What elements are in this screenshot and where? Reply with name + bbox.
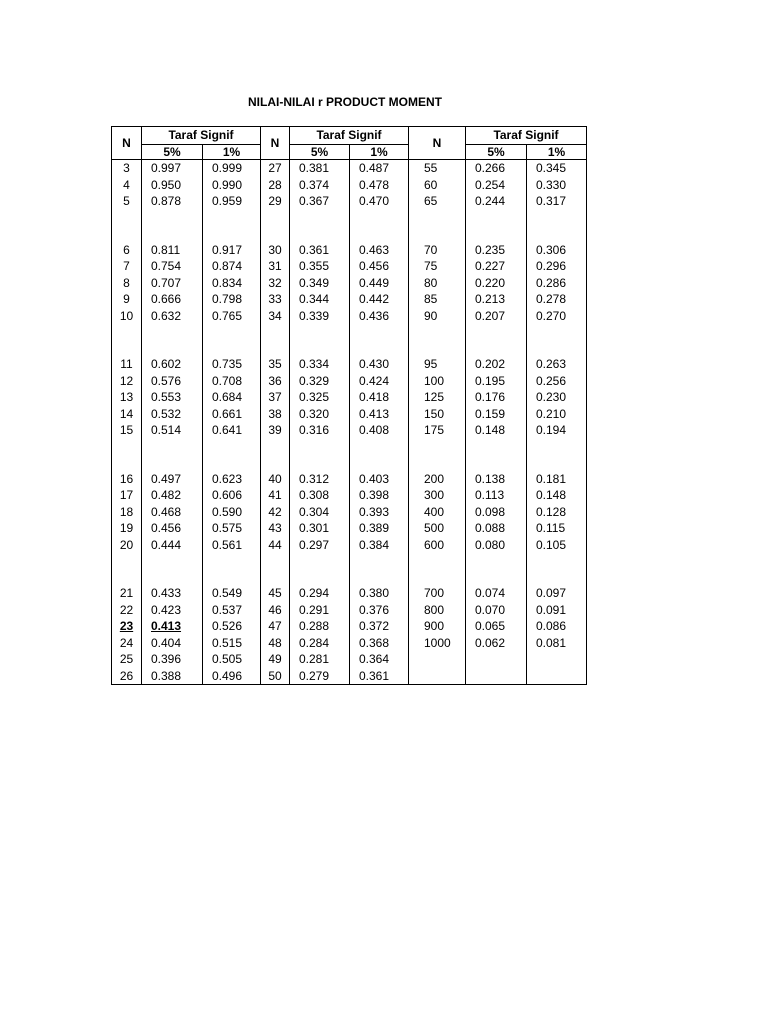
r-1-cell: 0.181 xyxy=(527,471,587,488)
group-spacer-row xyxy=(112,439,587,471)
r-5-cell: 0.207 xyxy=(466,308,527,325)
r-5-cell: 0.632 xyxy=(142,308,203,325)
r-1-cell: 0.463 xyxy=(350,242,409,259)
r-5-cell: 0.297 xyxy=(290,537,350,554)
r-5-cell: 0.312 xyxy=(290,471,350,488)
r-1-cell: 0.317 xyxy=(527,193,587,210)
r-1-cell: 0.456 xyxy=(350,258,409,275)
r-1-cell: 0.561 xyxy=(203,537,261,554)
r-5-cell: 0.148 xyxy=(466,422,527,439)
r-1-cell: 0.230 xyxy=(527,389,587,406)
table-row xyxy=(112,585,587,602)
r-1-cell: 0.372 xyxy=(350,618,409,635)
n-cell: 600 xyxy=(409,537,466,554)
spacer-cell xyxy=(203,439,261,471)
n-cell: 48 xyxy=(261,635,290,652)
r-5-cell: 0.361 xyxy=(290,242,350,259)
r-5-cell: 0.281 xyxy=(290,651,350,668)
header-row-bottom xyxy=(112,145,587,160)
n-cell: 22 xyxy=(112,602,142,619)
n-cell: 28 xyxy=(261,177,290,194)
r-5-cell: 0.138 xyxy=(466,471,527,488)
n-cell: 300 xyxy=(409,487,466,504)
r-5-cell: 0.320 xyxy=(290,406,350,423)
spacer-cell xyxy=(466,324,527,356)
r-5-cell: 0.088 xyxy=(466,520,527,537)
table-row xyxy=(112,177,587,194)
spacer-cell xyxy=(466,210,527,242)
r-1-cell: 0.091 xyxy=(527,602,587,619)
r-1-cell: 0.684 xyxy=(203,389,261,406)
r-1-cell: 0.549 xyxy=(203,585,261,602)
r-1-cell: 0.380 xyxy=(350,585,409,602)
r-5-cell: 0.344 xyxy=(290,291,350,308)
r-5-cell: 0.325 xyxy=(290,389,350,406)
r-5-cell: 0.113 xyxy=(466,487,527,504)
n-cell: 39 xyxy=(261,422,290,439)
r-5-cell: 0.811 xyxy=(142,242,203,259)
r-5-cell: 0.227 xyxy=(466,258,527,275)
spacer-cell xyxy=(527,439,587,471)
spacer-cell xyxy=(142,439,203,471)
r-1-cell: 0.418 xyxy=(350,389,409,406)
r-5-cell: 0.065 xyxy=(466,618,527,635)
n-cell: 9 xyxy=(112,291,142,308)
n-cell: 24 xyxy=(112,635,142,652)
r-5-cell: 0.423 xyxy=(142,602,203,619)
n-cell: 95 xyxy=(409,356,466,373)
n-cell: 43 xyxy=(261,520,290,537)
group-spacer-row xyxy=(112,324,587,356)
table-row xyxy=(112,160,587,177)
spacer-cell xyxy=(290,210,350,242)
n-cell: 12 xyxy=(112,373,142,390)
r-5-cell: 0.316 xyxy=(290,422,350,439)
n-cell: 60 xyxy=(409,177,466,194)
r-1-cell: 0.256 xyxy=(527,373,587,390)
r-5-cell: 0.070 xyxy=(466,602,527,619)
r-1-cell: 0.278 xyxy=(527,291,587,308)
r-1-cell: 0.526 xyxy=(203,618,261,635)
table-row xyxy=(112,373,587,390)
n-cell: 34 xyxy=(261,308,290,325)
n-cell: 25 xyxy=(112,651,142,668)
r-5-cell: 0.878 xyxy=(142,193,203,210)
r-5-cell: 0.062 xyxy=(466,635,527,652)
r-1-cell: 0.708 xyxy=(203,373,261,390)
table-row xyxy=(112,389,587,406)
spacer-cell xyxy=(350,210,409,242)
spacer-cell xyxy=(409,439,466,471)
r-5-cell: 0.707 xyxy=(142,275,203,292)
table-row xyxy=(112,651,587,668)
r-1-cell: 0.487 xyxy=(350,160,409,177)
r-1-cell: 0.403 xyxy=(350,471,409,488)
n-cell: 175 xyxy=(409,422,466,439)
header-1-percent: 1% xyxy=(350,145,409,160)
r-1-cell: 0.661 xyxy=(203,406,261,423)
r-1-cell: 0.330 xyxy=(527,177,587,194)
r-1-cell: 0.765 xyxy=(203,308,261,325)
r-5-cell: 0.220 xyxy=(466,275,527,292)
r-5-cell: 0.301 xyxy=(290,520,350,537)
table-row xyxy=(112,618,587,635)
r-5-cell: 0.339 xyxy=(290,308,350,325)
r-1-cell: 0.623 xyxy=(203,471,261,488)
r-5-cell: 0.195 xyxy=(466,373,527,390)
n-cell: 15 xyxy=(112,422,142,439)
n-cell: 14 xyxy=(112,406,142,423)
r-5-cell: 0.374 xyxy=(290,177,350,194)
spacer-cell xyxy=(142,553,203,585)
r-1-cell: 0.194 xyxy=(527,422,587,439)
r-1-cell: 0.263 xyxy=(527,356,587,373)
r-5-cell xyxy=(466,651,527,668)
r-1-cell: 0.449 xyxy=(350,275,409,292)
header-taraf-signif: Taraf Signif xyxy=(466,127,587,145)
r-5-cell: 0.396 xyxy=(142,651,203,668)
r-1-cell: 0.361 xyxy=(350,668,409,685)
r-5-cell: 0.404 xyxy=(142,635,203,652)
n-cell: 75 xyxy=(409,258,466,275)
r-5-cell: 0.444 xyxy=(142,537,203,554)
n-cell: 8 xyxy=(112,275,142,292)
r-5-cell: 0.334 xyxy=(290,356,350,373)
r-5-cell: 0.754 xyxy=(142,258,203,275)
r-5-cell: 0.213 xyxy=(466,291,527,308)
n-cell: 16 xyxy=(112,471,142,488)
r-5-cell: 0.468 xyxy=(142,504,203,521)
table-row xyxy=(112,668,587,685)
n-cell: 90 xyxy=(409,308,466,325)
n-cell: 19 xyxy=(112,520,142,537)
r-1-cell: 0.430 xyxy=(350,356,409,373)
spacer-cell xyxy=(261,324,290,356)
r-5-cell: 0.388 xyxy=(142,668,203,685)
r-1-cell: 0.959 xyxy=(203,193,261,210)
table-row xyxy=(112,487,587,504)
group-spacer-row xyxy=(112,210,587,242)
n-cell: 27 xyxy=(261,160,290,177)
r-5-cell: 0.159 xyxy=(466,406,527,423)
n-cell xyxy=(409,651,466,668)
spacer-cell xyxy=(203,210,261,242)
r-5-cell: 0.254 xyxy=(466,177,527,194)
r-1-cell: 0.296 xyxy=(527,258,587,275)
r-1-cell: 0.393 xyxy=(350,504,409,521)
r-5-cell: 0.176 xyxy=(466,389,527,406)
n-cell: 45 xyxy=(261,585,290,602)
spacer-cell xyxy=(261,210,290,242)
n-cell: 85 xyxy=(409,291,466,308)
r-1-cell: 0.515 xyxy=(203,635,261,652)
r-5-cell: 0.098 xyxy=(466,504,527,521)
n-cell: 46 xyxy=(261,602,290,619)
spacer-cell xyxy=(203,324,261,356)
n-cell: 700 xyxy=(409,585,466,602)
group-spacer-row xyxy=(112,553,587,585)
spacer-cell xyxy=(409,553,466,585)
table-row xyxy=(112,406,587,423)
n-cell: 40 xyxy=(261,471,290,488)
r-1-cell: 0.442 xyxy=(350,291,409,308)
spacer-cell xyxy=(350,439,409,471)
n-cell: 80 xyxy=(409,275,466,292)
r-1-cell: 0.398 xyxy=(350,487,409,504)
n-cell: 18 xyxy=(112,504,142,521)
n-cell: 21 xyxy=(112,585,142,602)
table-row xyxy=(112,193,587,210)
header-n: N xyxy=(261,127,290,160)
header-taraf-signif: Taraf Signif xyxy=(142,127,261,145)
header-taraf-signif: Taraf Signif xyxy=(290,127,409,145)
n-cell: 400 xyxy=(409,504,466,521)
r-5-cell: 0.950 xyxy=(142,177,203,194)
spacer-cell xyxy=(409,210,466,242)
r-1-cell: 0.798 xyxy=(203,291,261,308)
n-cell: 42 xyxy=(261,504,290,521)
spacer-cell xyxy=(409,324,466,356)
highlighted-n-cell: 23 xyxy=(112,618,142,635)
n-cell: 33 xyxy=(261,291,290,308)
table-row xyxy=(112,258,587,275)
r-1-cell: 0.834 xyxy=(203,275,261,292)
r-5-cell: 0.997 xyxy=(142,160,203,177)
n-cell xyxy=(409,668,466,685)
r-1-cell: 0.424 xyxy=(350,373,409,390)
r-5-cell: 0.514 xyxy=(142,422,203,439)
r-1-cell: 0.384 xyxy=(350,537,409,554)
n-cell: 26 xyxy=(112,668,142,685)
table-row xyxy=(112,537,587,554)
r-5-cell: 0.349 xyxy=(290,275,350,292)
n-cell: 37 xyxy=(261,389,290,406)
n-cell: 41 xyxy=(261,487,290,504)
r-1-cell: 0.478 xyxy=(350,177,409,194)
spacer-cell xyxy=(290,439,350,471)
n-cell: 1000 xyxy=(409,635,466,652)
spacer-cell xyxy=(290,324,350,356)
spacer-cell xyxy=(527,553,587,585)
r-1-cell: 0.590 xyxy=(203,504,261,521)
r-5-cell: 0.266 xyxy=(466,160,527,177)
n-cell: 36 xyxy=(261,373,290,390)
n-cell: 47 xyxy=(261,618,290,635)
n-cell: 31 xyxy=(261,258,290,275)
r-1-cell: 0.436 xyxy=(350,308,409,325)
r-5-cell xyxy=(466,668,527,685)
spacer-cell xyxy=(261,553,290,585)
n-cell: 100 xyxy=(409,373,466,390)
n-cell: 35 xyxy=(261,356,290,373)
spacer-cell xyxy=(527,210,587,242)
r-1-cell: 0.470 xyxy=(350,193,409,210)
n-cell: 800 xyxy=(409,602,466,619)
r-5-cell: 0.367 xyxy=(290,193,350,210)
header-5-percent: 5% xyxy=(290,145,350,160)
r-1-cell: 0.413 xyxy=(350,406,409,423)
n-cell: 3 xyxy=(112,160,142,177)
r-5-cell: 0.355 xyxy=(290,258,350,275)
n-cell: 6 xyxy=(112,242,142,259)
r-5-cell: 0.553 xyxy=(142,389,203,406)
highlighted-r-value: 0.413 xyxy=(142,618,203,635)
r-1-cell: 0.364 xyxy=(350,651,409,668)
n-cell: 32 xyxy=(261,275,290,292)
spacer-cell xyxy=(466,439,527,471)
n-cell: 44 xyxy=(261,537,290,554)
n-cell: 30 xyxy=(261,242,290,259)
r-5-cell: 0.381 xyxy=(290,160,350,177)
r-1-cell: 0.874 xyxy=(203,258,261,275)
spacer-cell xyxy=(203,553,261,585)
r-1-cell: 0.537 xyxy=(203,602,261,619)
n-cell: 49 xyxy=(261,651,290,668)
spacer-cell xyxy=(142,210,203,242)
r-1-cell: 0.990 xyxy=(203,177,261,194)
r-1-cell: 0.081 xyxy=(527,635,587,652)
n-cell: 13 xyxy=(112,389,142,406)
r-5-cell: 0.291 xyxy=(290,602,350,619)
n-cell: 200 xyxy=(409,471,466,488)
header-1-percent: 1% xyxy=(527,145,587,160)
spacer-cell xyxy=(112,324,142,356)
header-n: N xyxy=(409,127,466,160)
r-5-cell: 0.433 xyxy=(142,585,203,602)
r-product-moment-table xyxy=(111,126,587,685)
r-1-cell: 0.606 xyxy=(203,487,261,504)
n-cell: 11 xyxy=(112,356,142,373)
spacer-cell xyxy=(290,553,350,585)
spacer-cell xyxy=(142,324,203,356)
r-1-cell: 0.210 xyxy=(527,406,587,423)
table-row xyxy=(112,635,587,652)
r-5-cell: 0.202 xyxy=(466,356,527,373)
n-cell: 125 xyxy=(409,389,466,406)
r-1-cell: 0.641 xyxy=(203,422,261,439)
spacer-cell xyxy=(527,324,587,356)
n-cell: 10 xyxy=(112,308,142,325)
r-1-cell xyxy=(527,651,587,668)
r-1-cell: 0.115 xyxy=(527,520,587,537)
spacer-cell xyxy=(112,439,142,471)
r-1-cell: 0.408 xyxy=(350,422,409,439)
r-5-cell: 0.244 xyxy=(466,193,527,210)
table-row xyxy=(112,275,587,292)
r-1-cell: 0.270 xyxy=(527,308,587,325)
r-1-cell: 0.575 xyxy=(203,520,261,537)
spacer-cell xyxy=(261,439,290,471)
spacer-cell xyxy=(112,553,142,585)
header-5-percent: 5% xyxy=(466,145,527,160)
header-1-percent: 1% xyxy=(203,145,261,160)
r-5-cell: 0.602 xyxy=(142,356,203,373)
table-row xyxy=(112,291,587,308)
r-1-cell: 0.735 xyxy=(203,356,261,373)
n-cell: 7 xyxy=(112,258,142,275)
r-1-cell: 0.505 xyxy=(203,651,261,668)
r-5-cell: 0.532 xyxy=(142,406,203,423)
r-1-cell: 0.097 xyxy=(527,585,587,602)
n-cell: 20 xyxy=(112,537,142,554)
table-row xyxy=(112,422,587,439)
r-1-cell: 0.917 xyxy=(203,242,261,259)
n-cell: 150 xyxy=(409,406,466,423)
r-1-cell: 0.148 xyxy=(527,487,587,504)
table-row xyxy=(112,356,587,373)
n-cell: 17 xyxy=(112,487,142,504)
header-5-percent: 5% xyxy=(142,145,203,160)
r-1-cell: 0.105 xyxy=(527,537,587,554)
n-cell: 50 xyxy=(261,668,290,685)
r-1-cell: 0.286 xyxy=(527,275,587,292)
n-cell: 4 xyxy=(112,177,142,194)
r-5-cell: 0.235 xyxy=(466,242,527,259)
r-1-cell: 0.389 xyxy=(350,520,409,537)
spacer-cell xyxy=(112,210,142,242)
r-5-cell: 0.279 xyxy=(290,668,350,685)
n-cell: 500 xyxy=(409,520,466,537)
spacer-cell xyxy=(466,553,527,585)
n-cell: 70 xyxy=(409,242,466,259)
r-5-cell: 0.308 xyxy=(290,487,350,504)
table-row xyxy=(112,504,587,521)
r-1-cell xyxy=(527,668,587,685)
spacer-cell xyxy=(350,324,409,356)
r-1-cell: 0.496 xyxy=(203,668,261,685)
r-1-cell: 0.368 xyxy=(350,635,409,652)
table-row xyxy=(112,520,587,537)
n-cell: 900 xyxy=(409,618,466,635)
page-title: NILAI-NILAI r PRODUCT MOMENT xyxy=(248,95,442,109)
r-5-cell: 0.497 xyxy=(142,471,203,488)
table-row xyxy=(112,242,587,259)
r-1-cell: 0.086 xyxy=(527,618,587,635)
r-5-cell: 0.304 xyxy=(290,504,350,521)
r-1-cell: 0.999 xyxy=(203,160,261,177)
table-row xyxy=(112,602,587,619)
n-cell: 55 xyxy=(409,160,466,177)
r-5-cell: 0.576 xyxy=(142,373,203,390)
n-cell: 5 xyxy=(112,193,142,210)
r-1-cell: 0.376 xyxy=(350,602,409,619)
header-n: N xyxy=(112,127,142,160)
table-body xyxy=(112,160,587,685)
n-cell: 29 xyxy=(261,193,290,210)
header-row-top xyxy=(112,127,587,145)
r-5-cell: 0.284 xyxy=(290,635,350,652)
r-1-cell: 0.128 xyxy=(527,504,587,521)
r-5-cell: 0.666 xyxy=(142,291,203,308)
r-1-cell: 0.345 xyxy=(527,160,587,177)
r-5-cell: 0.482 xyxy=(142,487,203,504)
r-5-cell: 0.456 xyxy=(142,520,203,537)
n-cell: 65 xyxy=(409,193,466,210)
r-5-cell: 0.074 xyxy=(466,585,527,602)
table-row xyxy=(112,471,587,488)
r-5-cell: 0.288 xyxy=(290,618,350,635)
n-cell: 38 xyxy=(261,406,290,423)
r-5-cell: 0.329 xyxy=(290,373,350,390)
r-1-cell: 0.306 xyxy=(527,242,587,259)
spacer-cell xyxy=(350,553,409,585)
r-5-cell: 0.294 xyxy=(290,585,350,602)
r-5-cell: 0.080 xyxy=(466,537,527,554)
table-row xyxy=(112,308,587,325)
